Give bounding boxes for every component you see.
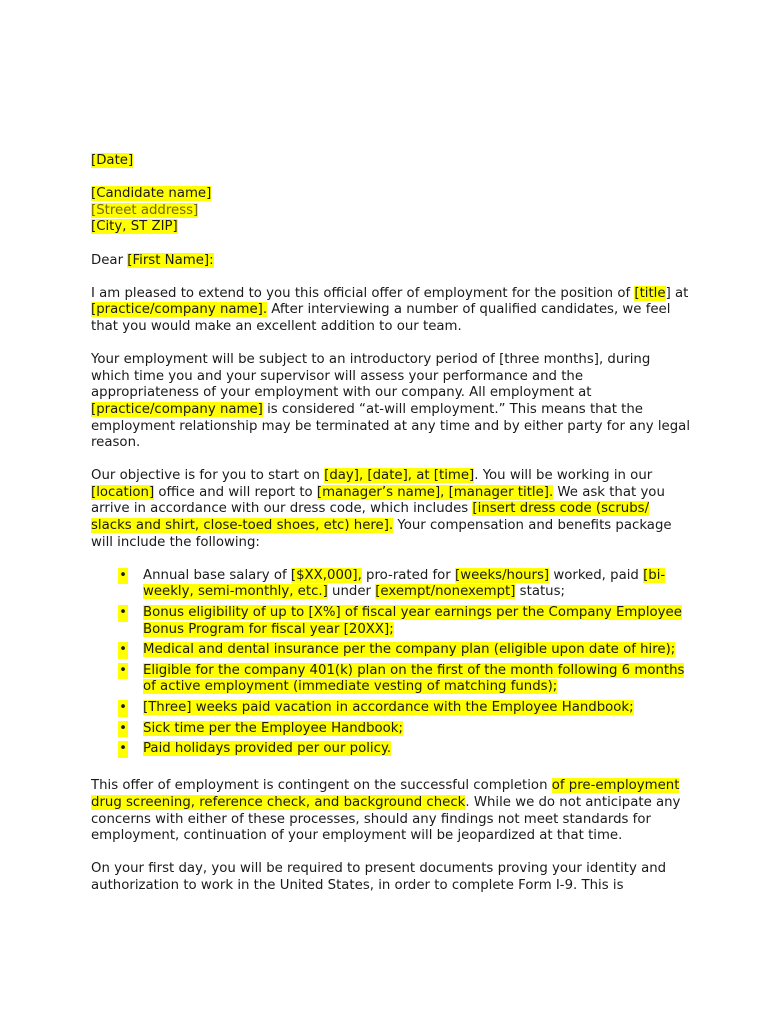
salary-placeholder: [$XX,000], <box>290 567 362 583</box>
paragraph-introductory-period <box>91 352 691 452</box>
p3-text-b: . You will be working in our <box>474 468 653 484</box>
holidays-text: Paid holidays provided per our policy. <box>143 741 392 757</box>
p3-text-c: office and will report to <box>154 484 317 500</box>
bullet-icon: • <box>119 642 127 658</box>
salutation-prefix: Dear <box>91 252 128 268</box>
salutation <box>91 253 691 270</box>
paragraph-contingency <box>91 778 691 844</box>
p2-text-a: Your employment will be subject to an introductory period of [three months], during which time you and your supervisor will assess your performance and the appropriateness of your employment with our company. All employment at <box>91 352 651 401</box>
street-address-placeholder: [Street address] <box>91 202 199 218</box>
p3-text-e: Your compensation and benefits package will include the following: <box>91 518 672 550</box>
paragraph-first-day: On your first day, you will be required to present documents proving your identity and authorization to work in the United States, in order to complete Form I-9. This is <box>91 861 667 893</box>
401k-text: Eligible for the company 401(k) plan on the first of the month following 6 months of active employment (immediate vesting of matching funds); <box>143 662 685 695</box>
bonus-text: Bonus eligibility of up to [X%] of fiscal year earnings per the Company Employee Bonus Program for fiscal year [20XX]; <box>143 605 682 637</box>
location-placeholder: [location] <box>91 484 155 500</box>
p1-text-c: After interviewing a number of qualified candidates, we feel that you would make an excellent addition to our team. <box>91 302 671 334</box>
manager-placeholder: [manager’s name], [manager title]. <box>316 484 554 500</box>
date-placeholder: [Date] <box>91 153 134 168</box>
salary-text-e: status; <box>515 584 566 600</box>
salary-text-a: Annual base salary of <box>143 567 291 583</box>
salary-text-d: under <box>327 584 376 600</box>
salary-text-b: pro-rated for <box>361 567 456 583</box>
benefits-list <box>91 568 691 758</box>
weeks-hours-placeholder: [weeks/hours] <box>455 567 550 583</box>
pay-frequency-placeholder: [bi-weekly, semi-monthly, etc.] <box>143 567 666 600</box>
list-item <box>91 663 691 696</box>
p4-text-b: . While we do not anticipate any concerns with either of these processes, should any findings not meet standards for employment, continuation of your employment will be jeopardized at that time. <box>91 794 681 844</box>
screening-placeholder: of pre-employment drug screening, reference check, and background check <box>91 778 680 810</box>
list-item <box>91 568 691 601</box>
bullet-icon: • <box>119 741 127 757</box>
p1-text-b: ] at <box>665 285 689 301</box>
start-date-placeholder: [day], [date], at [time] <box>324 468 475 484</box>
salary-text-c: worked, paid <box>549 567 644 583</box>
list-item <box>91 605 691 638</box>
vacation-text: [Three] weeks paid vacation in accordance with the Employee Handbook; <box>143 700 634 715</box>
list-item <box>91 642 691 659</box>
sick-time-text: Sick time per the Employee Handbook; <box>143 720 403 736</box>
date-line <box>91 153 691 170</box>
bullet-icon: • <box>119 567 127 583</box>
title-placeholder: [title <box>634 285 666 301</box>
first-name-placeholder: [First Name]: <box>127 252 214 268</box>
company-name-placeholder-2: [practice/company name] <box>91 401 263 417</box>
list-item <box>91 700 691 717</box>
candidate-name-placeholder: [Candidate name] <box>91 186 212 202</box>
paragraph-offer <box>91 286 691 336</box>
bullet-icon: • <box>119 662 127 678</box>
bullet-icon: • <box>119 700 127 715</box>
p2-text-b: is considered “at-will employment.” This means that the employment relationship may be terminated at any time and by either party for any legal reason. <box>91 401 691 451</box>
list-item <box>91 721 691 738</box>
bullet-icon: • <box>119 605 127 621</box>
medical-text: Medical and dental insurance per the company plan (eligible upon date of hire); <box>143 642 676 658</box>
street-address-line <box>91 203 691 220</box>
paragraph-start-details <box>91 468 691 551</box>
company-name-placeholder: [practice/company name]. <box>91 302 268 318</box>
bullet-icon: • <box>119 720 127 736</box>
p1-text-a: I am pleased to extend to you this official offer of employment for the position of <box>91 285 635 301</box>
p3-text-d: We ask that you arrive in accordance with our dress code, which includes <box>91 484 665 517</box>
city-line <box>91 219 691 236</box>
exempt-status-placeholder: [exempt/nonexempt] <box>375 584 516 600</box>
p4-text-a: This offer of employment is contingent on the successful completion <box>91 778 552 794</box>
candidate-name-line <box>91 186 691 203</box>
list-item <box>91 741 691 758</box>
city-st-zip-placeholder: [City, ST ZIP] <box>91 219 178 235</box>
p3-text-a: Our objective is for you to start on <box>91 468 325 484</box>
offer-letter-body <box>91 153 691 895</box>
dress-code-placeholder: [insert dress code (scrubs/ slacks and shirt, close-toed shoes, etc) here]. <box>91 501 650 534</box>
